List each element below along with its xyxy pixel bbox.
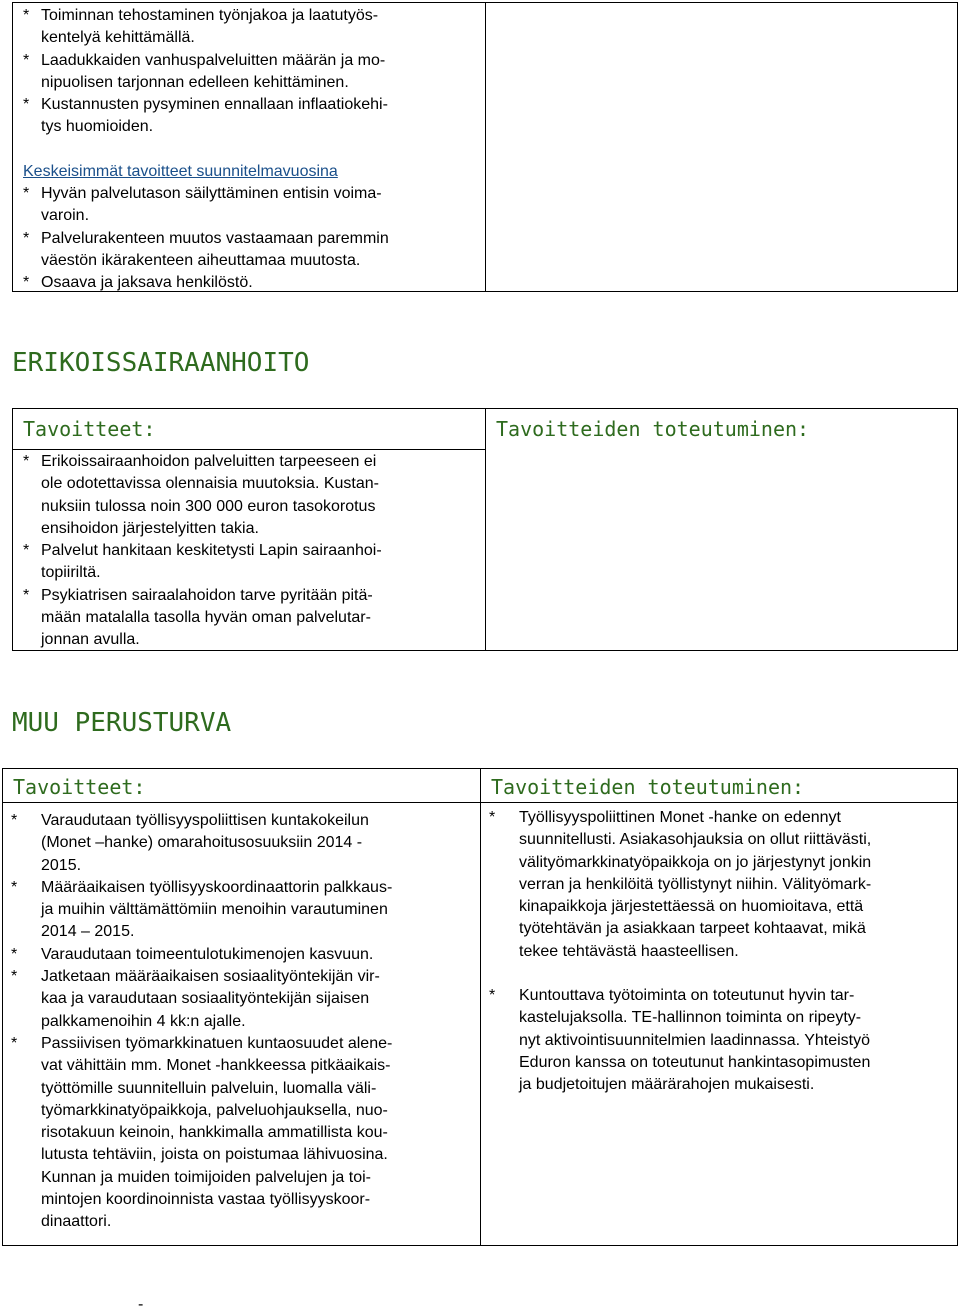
bullet-asterisk: * [489, 987, 496, 1005]
list-item [13, 451, 485, 540]
list-item-text: Toiminnan tehostaminen työnjakoa ja laatutyös- kentelyä kehittämällä. [41, 7, 379, 47]
bullet-asterisk: * [23, 51, 30, 69]
list-item-text: Palvelurakenteen muutos vastaamaan paremmin väestön ikärakenteen aiheuttamaa muutosta. [41, 229, 389, 269]
list-item-text: Työllisyyspoliittinen Monet -hanke on edennyt suunnitellusti. Asiakasohjauksia on ollut riittävästi, välityömarkkinatyöpaikkoja on jo järjestynyt jonkin verran ja henkilöitä työllistynyt niihin. Välityömark- kinapaikkoja järjestettäessä on huomioitava, että työtehtävän ja asiakkaan tarpeet kohtaavat, mikä tekee tehtävästä haasteellisen. [519, 809, 872, 960]
bullet-asterisk: * [23, 586, 30, 604]
list-item [13, 228, 479, 273]
bullet-asterisk: * [23, 7, 30, 24]
list-item-text: Psykiatrisen sairaalahoidon tarve pyritään pitä- mään matalalla tasolla hyvän oman palvelutar- jonnan avulla. [41, 586, 373, 649]
results-header: Tavoitteiden toteutuminen: [496, 417, 810, 441]
footer-mark: - [138, 1296, 144, 1313]
goals-header: Tavoitteet: [23, 417, 156, 441]
list-item [11, 966, 480, 1033]
bullet-asterisk: * [11, 945, 18, 963]
list-item [11, 877, 480, 944]
bullet-asterisk: * [489, 809, 496, 826]
list-item-text: Passiivisen työmarkkinatuen kuntaosuudet alene- vat vähittäin mm. Monet -hankkeessa pitkäaikais- työttömille suunnitelluin palveluin, luomalla väli- työmarkkinatyöpaikkoja, palveluohjauksella, nuo- risotakuun keinoin, hankkimalla ammatillista kou- lutusta tehtäviin, joista on poistumaa lähivuosina. Kunnan ja muiden toimijoiden palvelujen ja toi- mintojen koordinoinnista vastaa työllisyyskoor- dinaattori. [41, 1034, 393, 1231]
bullet-asterisk: * [23, 185, 30, 203]
list-item-text: Jatketaan määräaikaisen sosiaalityöntekijän vir- kaa ja varaudutaan sosiaalityöntekijän sijaisen palkkamenoihin 4 kk:n ajalle. [41, 968, 380, 1030]
list-item-text: Varaudutaan toimeentulotukimenojen kasvuun. [41, 945, 374, 963]
list-item [13, 272, 479, 294]
list-item-text: Osaava ja jaksava henkilöstö. [41, 274, 253, 292]
section-title-erikoissairaanhoito: ERIKOISSAIRAANHOITO [12, 348, 310, 378]
list-item-text: Erikoissairaanhoidon palveluitten tarpeeseen ei ole odotettavissa olennaisia muutoksia. Kustan- nuksiin tulossa noin 300 000 euron tasokorotus ensihoidon järjestelyitten takia. [41, 453, 379, 537]
list-item [13, 5, 479, 50]
results-header: Tavoitteiden toteutuminen: [491, 775, 805, 799]
list-item [13, 183, 479, 228]
bullet-asterisk: * [11, 878, 18, 896]
erikoissairaanhoito-table [12, 408, 958, 651]
bullet-asterisk: * [23, 542, 30, 560]
list-item [489, 807, 958, 963]
goals-header: Tavoitteet: [13, 775, 146, 799]
list-item [489, 985, 958, 1096]
list-item [13, 540, 485, 585]
list-item-text: Hyvän palvelutason säilyttäminen entisin voima- varoin. [41, 185, 382, 225]
goals-table-continued [12, 2, 958, 292]
bullet-asterisk: * [11, 1034, 18, 1052]
goals-column [13, 5, 485, 295]
column-divider [485, 409, 486, 650]
list-item-text: Laadukkaiden vanhuspalveluitten määrän ja mo- nipuolisen tarjonnan edelleen kehittäminen. [41, 51, 386, 91]
list-item [13, 585, 485, 652]
list-item [13, 94, 479, 139]
list-item-text: Palvelut hankitaan keskitetysti Lapin sairaanhoi- topiiriltä. [41, 542, 382, 582]
bullet-asterisk: * [23, 453, 30, 470]
list-item [13, 50, 479, 95]
goals-column [13, 409, 485, 652]
bullet-asterisk: * [11, 812, 18, 829]
list-item [11, 944, 480, 966]
bullet-asterisk: * [23, 274, 30, 292]
list-item [11, 810, 480, 877]
bullet-asterisk: * [11, 968, 18, 986]
section-title-muu-perusturva: MUU PERUSTURVA [12, 708, 232, 738]
muu-perusturva-table [2, 768, 958, 1246]
plan-subheading: Keskeisimmät tavoitteet suunnitelmavuosina [23, 162, 338, 180]
goals-column [3, 769, 480, 1234]
spacer [489, 963, 958, 985]
list-item-text: Varaudutaan työllisyyspoliittisen kuntakokeilun (Monet –hanke) omarahoitusosuuksiin 2014 - 2015. [41, 812, 369, 874]
results-column [481, 769, 958, 1097]
results-column [486, 409, 958, 441]
list-item-text: Määräaikaisen työllisyyskoordinaattorin palkkaus- ja muihin välttämättömiin menoihin varautuminen 2014 – 2015. [41, 878, 393, 941]
bullet-asterisk: * [23, 229, 30, 247]
bullet-asterisk: * [23, 96, 30, 114]
list-item-text: Kuntouttava työtoiminta on toteutunut hyvin tar- kastelujaksolla. TE-hallinnon toiminta on ripeyty- nyt aktivointisuunnitelmien laadinnassa. Yhteistyö Eduron kanssa on toteutunut hankintasopimusten ja budjetoitujen määrärahojen mukaisesti. [519, 987, 871, 1094]
list-item [11, 1033, 480, 1234]
column-divider [485, 3, 486, 291]
list-item-text: Kustannusten pysyminen ennallaan inflaatiokehi- tys huomioiden. [41, 96, 388, 136]
